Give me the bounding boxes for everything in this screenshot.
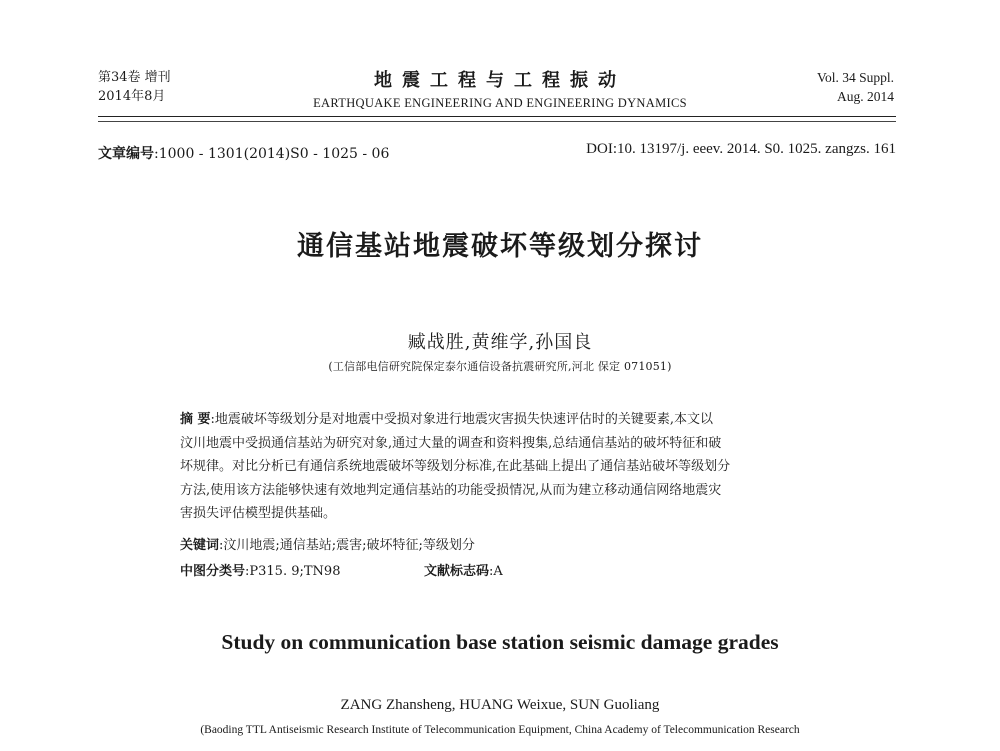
article-number: [98, 143, 389, 163]
paper-title-cn: 通信基站地震破坏等级划分探讨: [297, 231, 703, 262]
abstract-text: :地震破坏等级划分是对地震中受损对象进行地震灾害损失快速评估时的关键要素,本文以: [210, 412, 714, 427]
doi: DOI:10. 13197/j. eeev. 2014. S0. 1025. zangzs. 161: [586, 141, 896, 157]
journal-title-en: EARTHQUAKE ENGINEERING AND ENGINEERING DYNAMICS: [313, 96, 687, 110]
article-number-label: 文章编号: [98, 146, 154, 162]
issue-info-en: [817, 68, 894, 106]
document-code: [424, 560, 503, 579]
abstract-line: 方法,使用该方法能够快速有效地判定通信基站的功能受损情况,从而为建立移动通信网络地震灾: [180, 482, 722, 498]
header-rule-thick: [98, 116, 896, 117]
abstract-line: 汶川地震中受损通信基站为研究对象,通过大量的调查和资料搜集,总结通信基站的破坏特征和破: [180, 435, 722, 451]
date-cn: 2014年8月: [98, 89, 166, 104]
abstract-label: 摘 要: [180, 412, 211, 427]
header-rule-thin: [98, 121, 896, 122]
document-code-label: 文献标志码: [424, 564, 490, 579]
abstract: [180, 408, 820, 526]
abstract-line: 害损失评估模型提供基础。: [180, 506, 337, 521]
volume-cn: 第34卷 增刊: [98, 70, 171, 85]
article-number-value: :1000 - 1301(2014)S0 - 1025 - 06: [154, 146, 390, 162]
classification-label: 中图分类号: [180, 564, 246, 579]
paper-title-en: Study on communication base station seismic damage grades: [221, 630, 779, 654]
affiliation-en: (Baoding TTL Antiseismic Research Institute of Telecommunication Equipment, China Academy of Telecommunication Research: [200, 724, 800, 736]
authors-cn: 臧战胜,黄维学,孙国良: [407, 332, 593, 353]
abstract-line: [180, 408, 820, 432]
document-code-value: :A: [489, 564, 503, 579]
volume-en: Vol. 34 Suppl.: [816, 70, 894, 85]
abstract-line: 坏规律。对比分析已有通信系统地震破坏等级划分标准,在此基础上提出了通信基站破坏等级划分: [180, 459, 731, 474]
journal-title-cn: 地震工程与工程振动: [374, 70, 626, 91]
classification-value: :P315. 9;TN98: [245, 564, 341, 579]
affiliation-cn: (工信部电信研究院保定泰尔通信设备抗震研究所,河北 保定 071051): [328, 360, 672, 373]
authors-en: ZANG Zhansheng, HUANG Weixue, SUN Guoliang: [340, 697, 660, 713]
keywords-label: 关键词: [180, 538, 220, 553]
keywords: [180, 534, 475, 553]
date-en: Aug. 2014: [837, 89, 894, 104]
classification-number: [180, 560, 340, 579]
keywords-value: :汶川地震;通信基站;震害;破坏特征;等级划分: [219, 538, 475, 553]
